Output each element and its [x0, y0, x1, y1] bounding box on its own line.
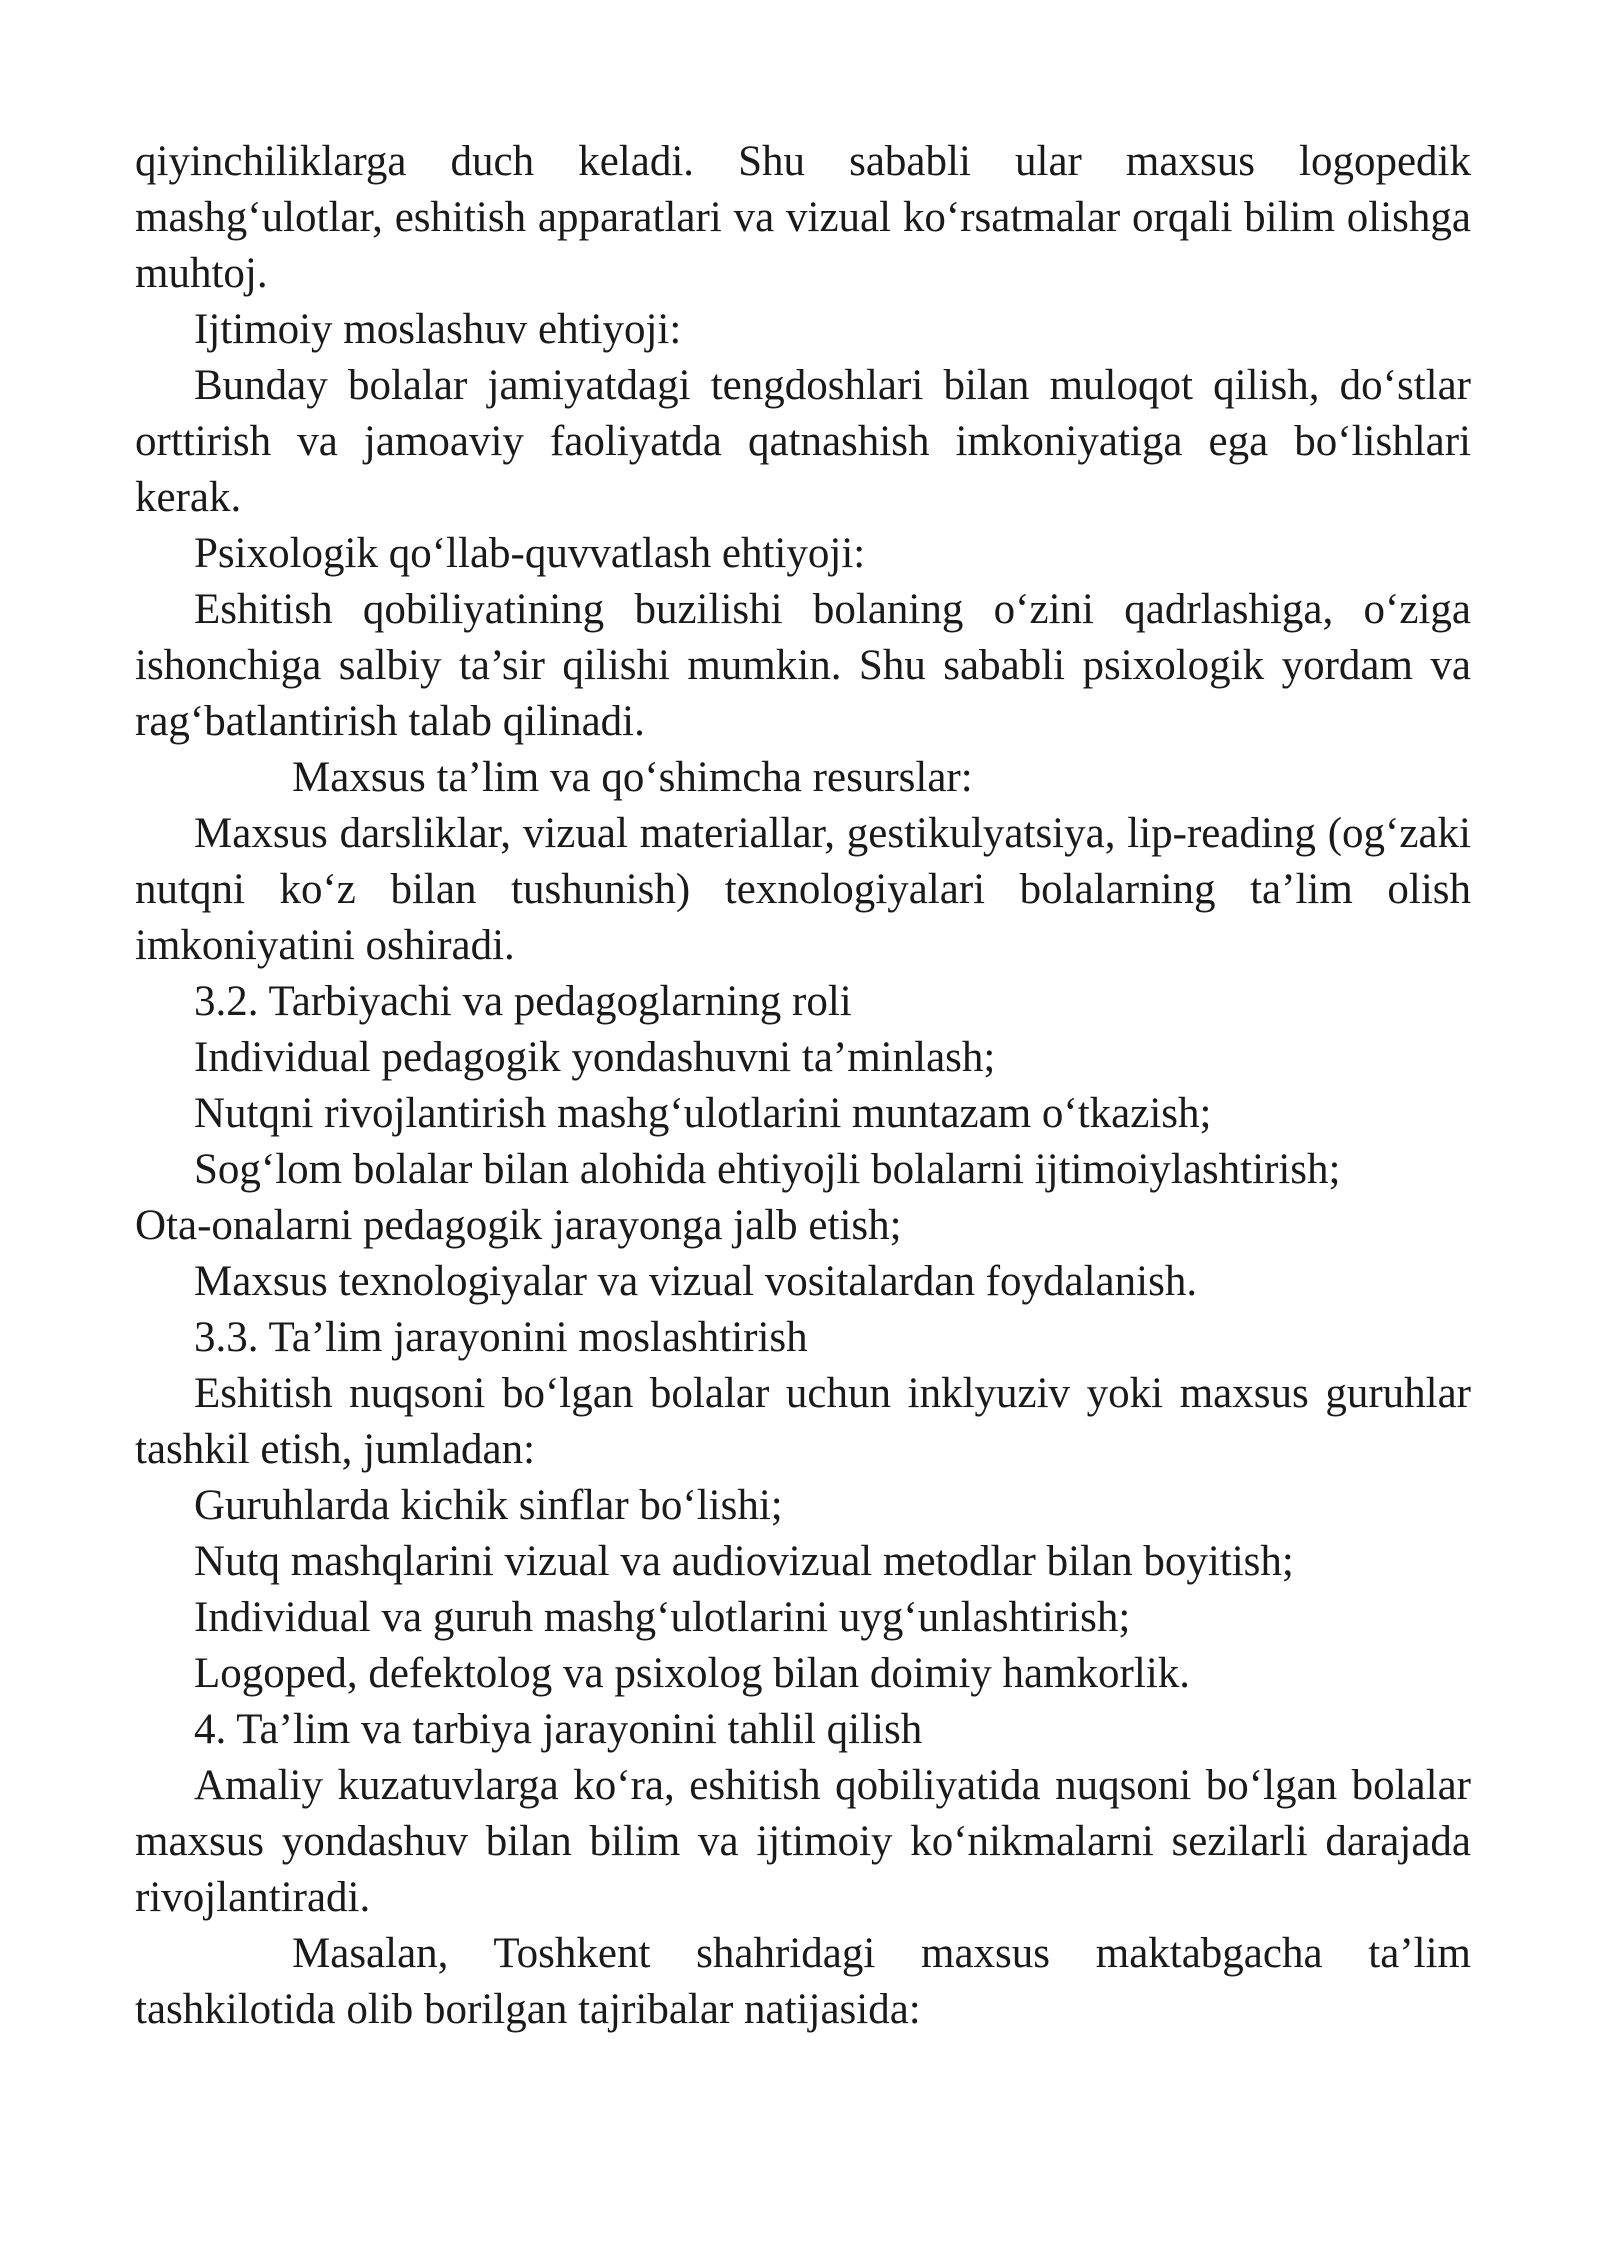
paragraph-1: qiyinchiliklarga duch keladi. Shu sababli ular maxsus logopedik mashg‘ulotlar, eshitish apparatlari va vizual ko‘rsatmalar orqali bilim olishga muhtoj.: [135, 138, 1471, 297]
list-item: Logoped, defektolog va psixolog bilan doimiy hamkorlik.: [194, 1650, 1191, 1697]
list-item: Individual pedagogik yondashuvni ta’minlash;: [194, 1034, 996, 1081]
heading-social-adaptation: Ijtimoiy moslashuv ehtiyoji:: [194, 306, 682, 353]
list-item: Maxsus texnologiyalar va vizual vositalardan foydalanish.: [194, 1258, 1198, 1305]
section-heading-3-2: 3.2. Tarbiyachi va pedagoglarning roli: [194, 978, 852, 1025]
list-item: Guruhlarda kichik sinflar bo‘lishi;: [194, 1482, 783, 1529]
list-item: Ota-onalarni pedagogik jarayonga jalb etish;: [135, 1202, 902, 1249]
list-item: Individual va guruh mashg‘ulotlarini uyg‘unlashtirish;: [194, 1594, 1131, 1641]
paragraph-social-adaptation: Bunday bolalar jamiyatdagi tengdoshlari bilan muloqot qilish, do‘stlar orttirish va jamoaviy faoliyatda qatnashish imkoniyatiga ega bo‘lishlari kerak.: [135, 362, 1471, 521]
paragraph-tashkent-example: Masalan, Toshkent shahridagi maxsus maktabgacha ta’lim tashkilotida olib borilgan tajribalar natijasida:: [135, 1930, 1471, 2033]
list-item: Sog‘lom bolalar bilan alohida ehtiyojli bolalarni ijtimoiylashtirish;: [194, 1146, 1341, 1193]
paragraph-special-education: Maxsus darsliklar, vizual materiallar, gestikulyatsiya, lip-reading (og‘zaki nutqni ko‘z bilan tushunish) texnologiyalari bolalarning ta’lim olish imkoniyatini oshiradi.: [135, 810, 1471, 969]
section-heading-3-3: 3.3. Ta’lim jarayonini moslashtirish: [194, 1314, 808, 1361]
document-page: [135, 134, 1471, 2038]
heading-special-education: Maxsus ta’lim va qo‘shimcha resurslar:: [292, 754, 973, 801]
heading-psychological-support: Psixologik qo‘llab-quvvatlash ehtiyoji:: [194, 530, 866, 577]
section-heading-4: 4. Ta’lim va tarbiya jarayonini tahlil qilish: [194, 1706, 923, 1753]
paragraph-groups: Eshitish nuqsoni bo‘lgan bolalar uchun inklyuziv yoki maxsus guruhlar tashkil etish, jumladan:: [135, 1370, 1471, 1473]
paragraph-observations: Amaliy kuzatuvlarga ko‘ra, eshitish qobiliyatida nuqsoni bo‘lgan bolalar maxsus yondashuv bilan bilim va ijtimoiy ko‘nikmalarni sezilarli darajada rivojlantiradi.: [135, 1762, 1471, 1921]
list-item: Nutqni rivojlantirish mashg‘ulotlarini muntazam o‘tkazish;: [194, 1090, 1212, 1137]
paragraph-psychological-support: Eshitish qobiliyatining buzilishi bolaning o‘zini qadrlashiga, o‘ziga ishonchiga salbiy ta’sir qilishi mumkin. Shu sababli psixologik yordam va rag‘batlantirish talab qilinadi.: [135, 586, 1471, 745]
list-item: Nutq mashqlarini vizual va audiovizual metodlar bilan boyitish;: [194, 1538, 1294, 1585]
